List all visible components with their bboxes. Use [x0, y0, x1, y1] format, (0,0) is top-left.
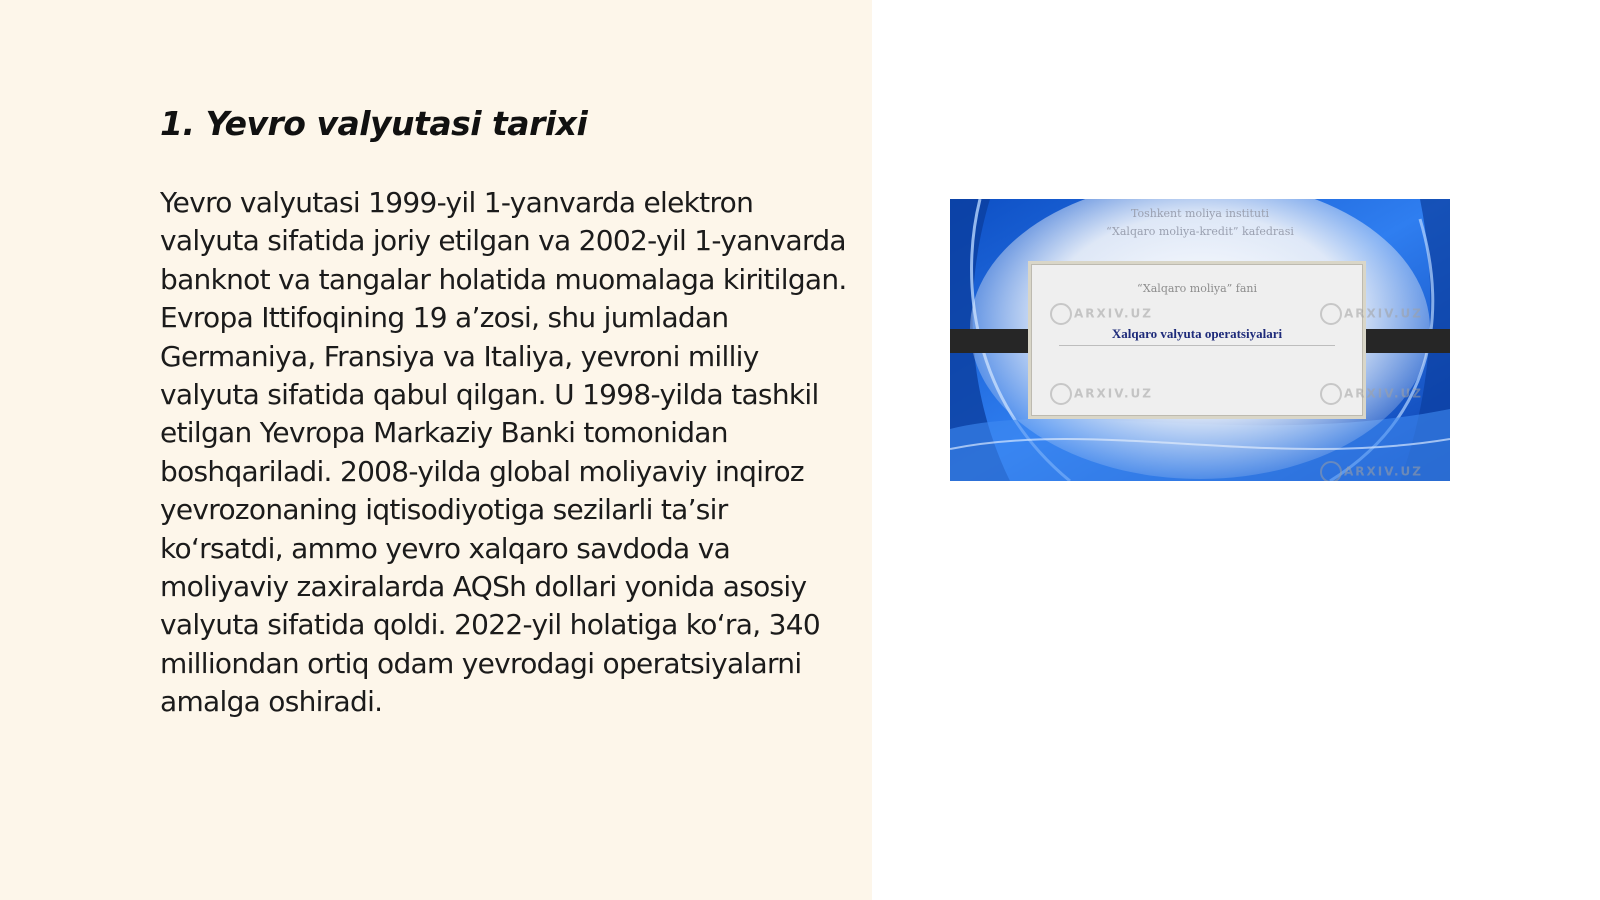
magnifier-icon [1050, 303, 1072, 325]
card-divider [1059, 345, 1335, 346]
watermark: ARXIV.UZ [1320, 461, 1423, 481]
thumbnail-institute-text: Toshkent moliya instituti [1131, 207, 1269, 220]
slide-body-text: Yevro valyutasi 1999-yil 1-yanvarda elektron valyuta sifatida joriy etilgan va 2002-yil 1-yanvarda banknot va tangalar holatida muomalaga kiritilgan. Evropa Ittifoqining 19 a’zosi, shu jumladan Germaniya, Fransiya va Italiya, yevroni milliy valyuta sifatida qabul qilgan. U 1998-yilda tashkil etilgan Yevropa Markaziy Banki tomonidan boshqariladi. 2008-yilda global moliyaviy inqiroz yevrozonaning iqtisodiyotiga sezilarli ta’sir ko‘rsatdi, ammo yevro xalqaro savdoda va moliyaviy zaxiralarda AQSh dollari yonida asosiy valyuta sifatida qoldi. 2022-yil holatiga ko‘ra, 340 milliondan ortiq odam yevrodagi operatsiyalarni amalga oshiradi. [160, 186, 847, 719]
magnifier-icon [1320, 383, 1342, 405]
card-subtitle: “Xalqaro moliya” fani [1136, 282, 1258, 295]
watermark: ARXIV.UZ [1050, 383, 1153, 405]
slide-title: 1. Yevro valyutasi tarixi [160, 104, 588, 143]
slide-thumbnail-image [950, 199, 1450, 481]
watermark: ARXIV.UZ [1320, 383, 1423, 405]
card-title: Xalqaro valyuta operatsiyalari [1111, 326, 1283, 341]
watermark: ARXIV.UZ [1320, 303, 1423, 325]
thumbnail-right-bar [1358, 329, 1450, 353]
magnifier-icon [1320, 461, 1342, 481]
magnifier-icon [1050, 383, 1072, 405]
watermark: ARXIV.UZ [1050, 303, 1153, 325]
thumbnail-department-text: “Xalqaro moliya-kredit” kafedrasi [1106, 225, 1294, 238]
magnifier-icon [1320, 303, 1342, 325]
